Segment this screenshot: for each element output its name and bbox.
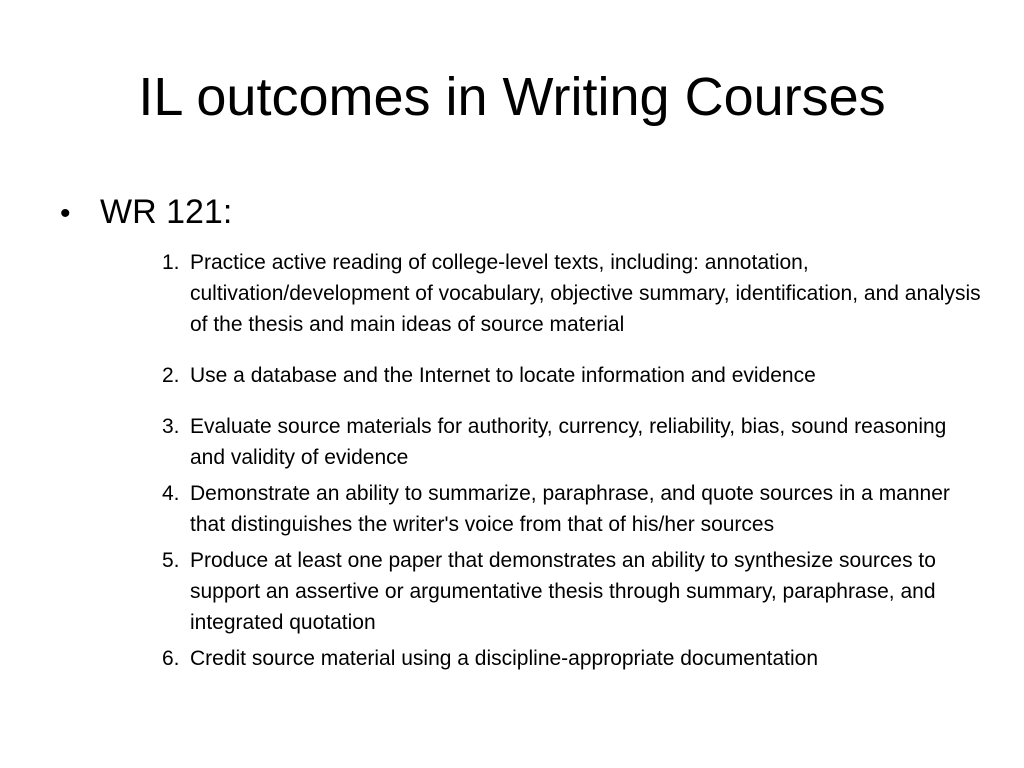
outcome-text: Use a database and the Internet to locate information and evidence [190, 364, 816, 387]
outcome-text: Practice active reading of college-level texts, including: annotation, cultivation/development of vocabulary, objective summary, identification, and analysis of the thesis and main ideas of source material [190, 251, 981, 336]
outcome-number: 2. [162, 364, 180, 387]
outcome-number: 1. [162, 251, 180, 274]
outcome-item-2 [162, 360, 982, 391]
outcome-number: 3. [162, 415, 180, 438]
outcome-item-1 [162, 247, 982, 340]
outcomes-list [162, 247, 982, 674]
bullet-heading: WR 121: [100, 193, 233, 231]
outcome-number: 5. [162, 549, 180, 572]
bullet-icon: • [60, 197, 71, 230]
bullet-wr121 [60, 190, 232, 236]
outcome-number: 6. [162, 647, 180, 670]
outcome-item-3 [162, 411, 982, 473]
outcome-text: Evaluate source materials for authority, currency, reliability, bias, sound reasoning and validity of evidence [190, 415, 947, 469]
outcome-text: Produce at least one paper that demonstrates an ability to synthesize sources to support an assertive or argumentative thesis through summary, paraphrase, and integrated quotation [190, 549, 936, 634]
outcome-item-6 [162, 643, 982, 674]
outcome-item-5 [162, 545, 982, 638]
outcome-number: 4. [162, 482, 180, 505]
outcome-text: Demonstrate an ability to summarize, paraphrase, and quote sources in a manner that distinguishes the writer's voice from that of his/her sources [190, 482, 950, 536]
outcome-text: Credit source material using a discipline-appropriate documentation [190, 647, 819, 670]
outcome-item-4 [162, 478, 982, 540]
slide-title: IL outcomes in Writing Courses [138, 67, 886, 127]
